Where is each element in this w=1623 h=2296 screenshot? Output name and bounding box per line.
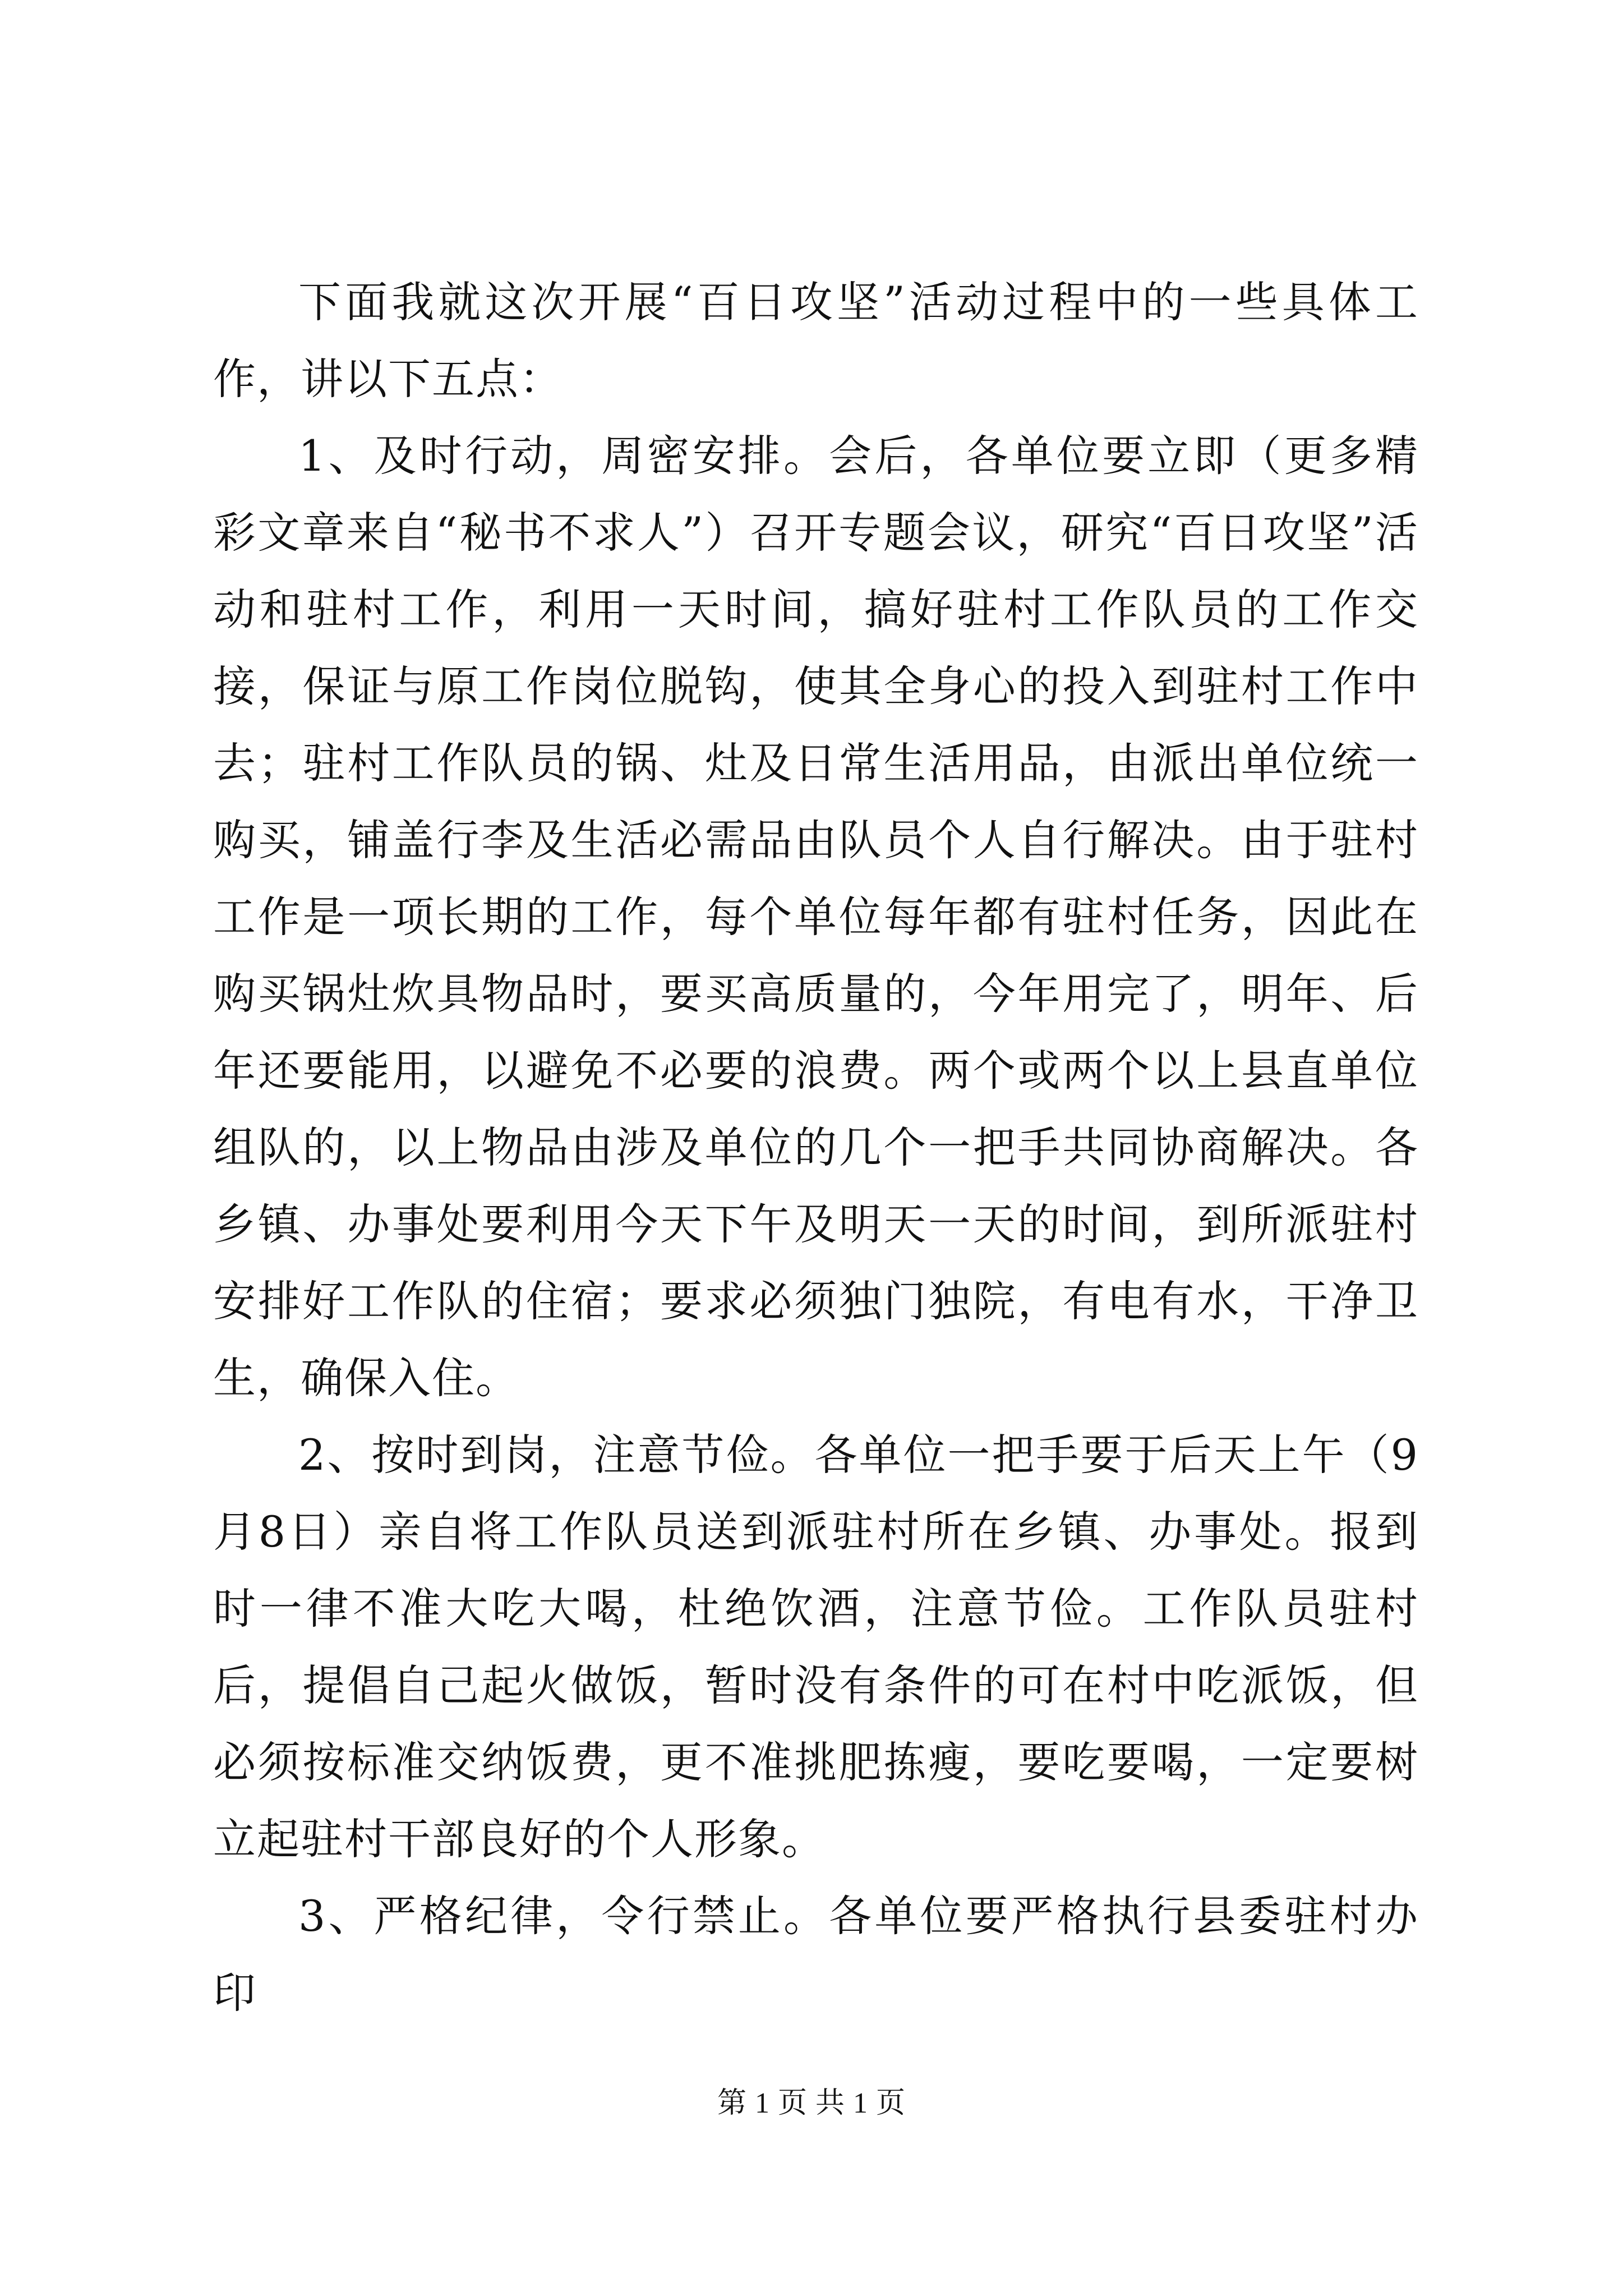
paragraph-intro: 下面我就这次开展“百日攻坚”活动过程中的一些具体工作，讲以下五点：: [213, 277, 1419, 404]
paragraph-point-3: 3、严格纪律，令行禁止。各单位要严格执行县委驻村办印: [213, 1891, 1419, 2018]
paragraph-point-1: 1、及时行动，周密安排。会后，各单位要立即（更多精彩文章来自“秘书不求人”）召开专题会议，研究“百日攻坚”活动和驻村工作，利用一天时间，搞好驻村工作队员的工作交接，保证与原工作岗位脱钩，使其全身心的投入到驻村工作中去；驻村工作队员的锅、灶及日常生活用品，由派出单位统一购买，铺盖行李及生活必需品由队员个人自行解决。由于驻村工作是一项长期的工作，每个单位每年都有驻村任务，因此在购买锅灶炊具物品时，要买高质量的，今年用完了，明年、后年还要能用，以避免不必要的浪费。两个或两个以上县直单位组队的，以上物品由涉及单位的几个一把手共同协商解决。各乡镇、办事处要利用今天下午及明天一天的时间，到所派驻村安排好工作队的住宿；要求必须独门独院，有电有水，干净卫生，确保入住。: [213, 431, 1419, 1403]
page-footer: 第 1 页 共 1 页: [717, 2087, 906, 2119]
paragraph-point-2: 2、按时到岗，注意节俭。各单位一把手要于后天上午（9月8日）亲自将工作队员送到派驻村所在乡镇、办事处。报到时一律不准大吃大喝，杜绝饮酒，注意节俭。工作队员驻村后，提倡自己起火做饭，暂时没有条件的可在村中吃派饭，但必须按标准交纳饭费，更不准挑肥拣瘦，要吃要喝，一定要树立起驻村干部良好的个人形象。: [213, 1430, 1419, 1864]
document-body: [213, 264, 1419, 2031]
